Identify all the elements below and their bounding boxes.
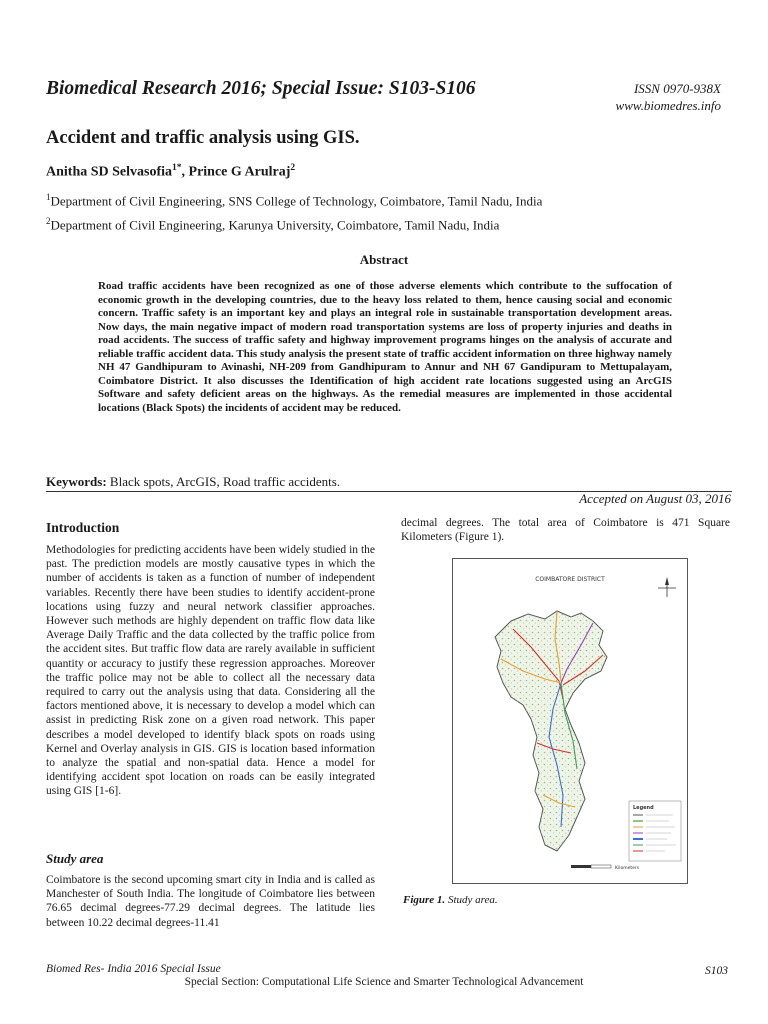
abstract-body: Road traffic accidents have been recognized as one of those adverse elements which contribute to the suffocation of economic growth in the developing countries, due to the heavy loss related to them, hence causing social and economic concern. Traffic safety is an important key and plays an integral role in sustainable transportation development areas. Now days, the main negative impact of modern road transportation systems are loss of property injuries and deaths in road accidents. The success of traffic safety and highway improvement programs hinges on the analysis of accurate and reliable traffic accident data. This study analysis the present state of traffic accident information on three highway namely NH 47 Gandhipuram to Avinashi, NH-209 from Gandhipuram to Annur and NH 67 Gandipuram to Mettupalayam, Coimbatore District. It also discusses the Identification of high accident rate locations suggested using an ArcGIS Software and safety deficient areas on the highways. As the remedial measures are implemented in those accidental locations (Black Spots) the incidents of accident may be reduced. bbox=[98, 280, 672, 414]
accepted-date: Accepted on August 03, 2016 bbox=[579, 491, 731, 506]
author-2-affiliation-mark: 2 bbox=[290, 163, 296, 173]
author-1: Anitha SD Selvasofia bbox=[46, 164, 173, 180]
figure-caption bbox=[403, 894, 498, 906]
paper-title: Accident and traffic analysis using GIS. bbox=[46, 128, 360, 148]
figure-caption-text: Study area. bbox=[445, 894, 498, 906]
keywords-text: Black spots, ArcGIS, Road traffic accidents. bbox=[106, 474, 341, 489]
map-graphic bbox=[453, 559, 687, 883]
abstract-heading: Abstract bbox=[359, 252, 409, 267]
affiliation-2-text: Department of Civil Engineering, Karunya University, Coimbatore, Tamil Nadu, India bbox=[50, 217, 500, 233]
affiliation-1-number: 1 bbox=[46, 192, 51, 202]
footer-page-number: S103 bbox=[705, 965, 728, 977]
map-legend bbox=[629, 801, 681, 861]
affiliation-1 bbox=[46, 192, 542, 209]
map-title: COIMBATORE DISTRICT bbox=[535, 576, 605, 583]
affiliation-2-number: 2 bbox=[46, 216, 51, 226]
study-area-map bbox=[452, 558, 688, 884]
right-column-text: decimal degrees. The total area of Coimbatore is 471 Square Kilometers (Figure 1). bbox=[401, 517, 730, 544]
journal-website: www.biomedres.info bbox=[615, 98, 721, 113]
affiliation-1-text: Department of Civil Engineering, SNS College of Technology, Coimbatore, Tamil Nadu, India bbox=[50, 193, 543, 209]
author-2: Prince G Arulraj bbox=[188, 164, 291, 180]
affiliation-2 bbox=[46, 216, 499, 233]
keywords-line bbox=[46, 474, 340, 490]
scale-label: Kilometers bbox=[615, 866, 640, 871]
introduction-heading: Introduction bbox=[46, 520, 120, 535]
footer-journal: Biomed Res- India 2016 Special Issue bbox=[46, 963, 221, 975]
issn-number: ISSN 0970-938X bbox=[633, 81, 721, 96]
footer-section: Special Section: Computational Life Science and Smarter Technological Advancement bbox=[184, 976, 584, 988]
vegetation-texture bbox=[495, 611, 607, 851]
legend-title: Legend bbox=[633, 805, 654, 811]
north-arrow-icon bbox=[658, 577, 676, 597]
author-line bbox=[46, 163, 295, 181]
study-area-heading: Study area bbox=[46, 851, 104, 866]
issn-block bbox=[616, 80, 721, 114]
study-area-body: Coimbatore is the second upcoming smart city in India and is called as Manchester of South India. The longitude of Coimbatore lies between 76.65 decimal degrees-77.29 decimal degrees. The latitude lies between 10.22 decimal degrees-11.41 bbox=[46, 874, 375, 929]
keywords-label: Keywords: bbox=[46, 474, 107, 489]
author-1-affiliation-mark: 1* bbox=[172, 163, 182, 173]
journal-header: Biomedical Research 2016; Special Issue: S103-S106 bbox=[46, 78, 476, 99]
scale-bar bbox=[571, 865, 640, 871]
introduction-body: Methodologies for predicting accidents have been widely studied in the past. The prediction models are mostly causative types in which the number of accidents is taken as a function of number of independent variables. Recently there have been studies to identify accident-prone locations using fuzzy and neural network classifier approaches. However such methods are highly dependent on traffic flow data like Average Daily Traffic and the data collected by the traffic police from the accident sites. But traffic flow data are rarely available in sufficient quantity or accuracy to justify these regression approaches. Moreover the traffic police may not be able to collect all the necessary data required to carry out the analysis using that data. Considering all the factors mentioned above, it is necessary to develop a model which can assist in predicting Risk zone on a given road network. This paper describes a model developed to identify black spots on roads using Kernel and Overlay analysis in GIS. GIS is location based information to analyze the spatial and non-spatial data. Hence a model for identifying accident spot location on roads can be easily integrated using GIS [1-6]. bbox=[46, 544, 375, 798]
figure-caption-label: Figure 1. bbox=[403, 894, 446, 906]
author-separator: , bbox=[181, 164, 189, 180]
